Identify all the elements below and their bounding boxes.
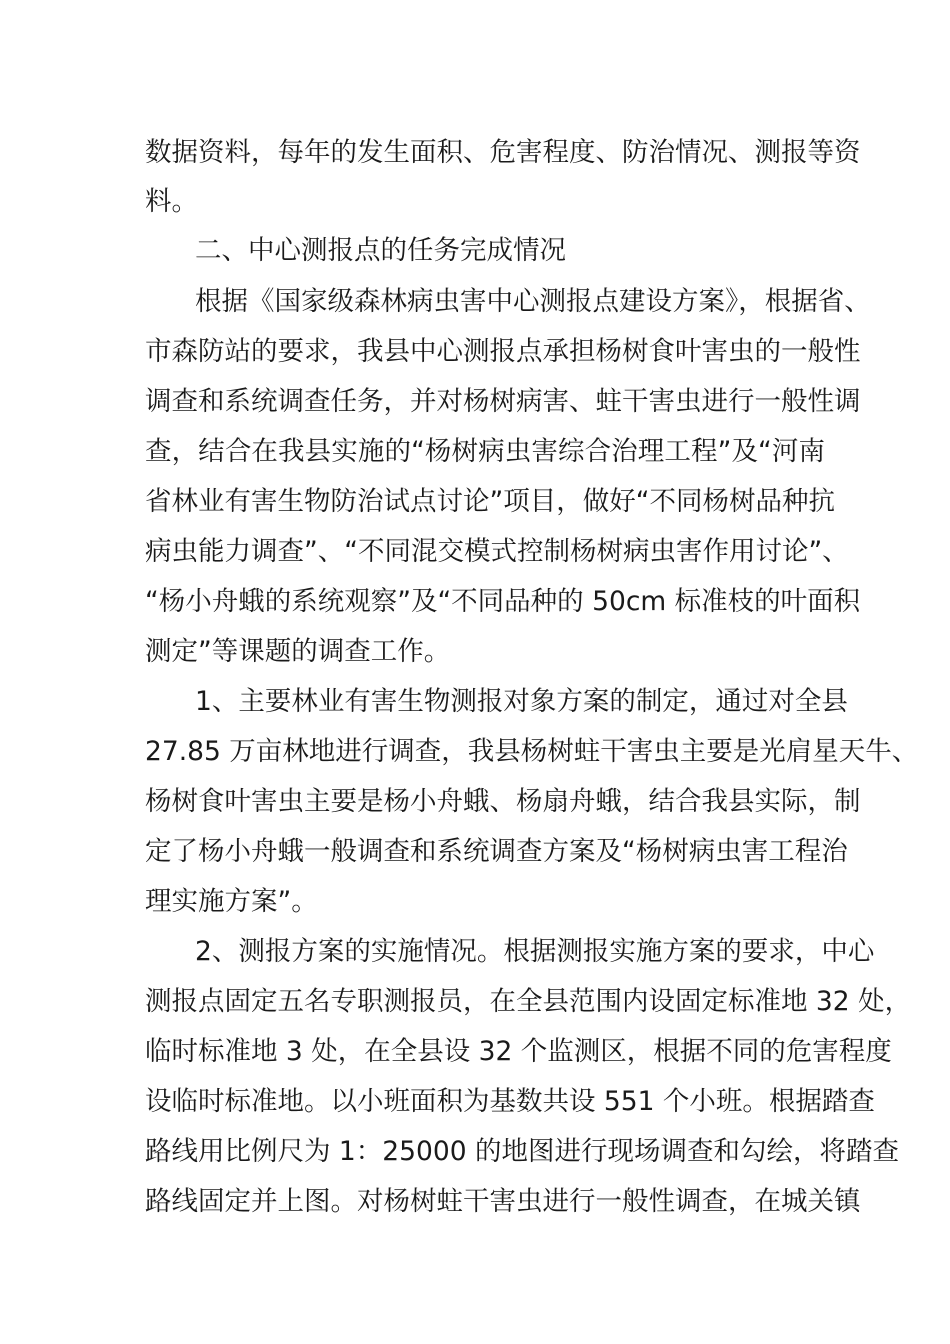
paragraph-line: 测定”等课题的调查工作。	[145, 636, 451, 667]
paragraph-line: 数据资料，每年的发生面积、危害程度、防治情况、测报等资	[145, 137, 861, 168]
paragraph-line: 路线固定并上图。对杨树蛀干害虫进行一般性调查，在城关镇	[145, 1186, 861, 1217]
paragraph-line: 杨树食叶害虫主要是杨小舟蛾、杨扇舟蛾，结合我县实际，制	[145, 786, 861, 817]
paragraph-line: 查，结合在我县实施的“杨树病虫害综合治理工程”及“河南	[145, 436, 825, 467]
paragraph-line: 市森防站的要求，我县中心测报点承担杨树食叶害虫的一般性	[145, 336, 861, 367]
paragraph-line: 理实施方案”。	[145, 886, 318, 917]
paragraph-line: 测报点固定五名专职测报员，在全县范围内设固定标准地 32 处，	[145, 986, 912, 1017]
paragraph-line: 料。	[145, 186, 198, 217]
paragraph-line: 根据《国家级森林病虫害中心测报点建设方案》，根据省、	[195, 286, 871, 317]
paragraph-line: 27.85 万亩林地进行调查，我县杨树蛀干害虫主要是光肩星天牛、	[145, 736, 919, 767]
paragraph-line: 病虫能力调查”、“不同混交模式控制杨树病虫害作用讨论”、	[145, 536, 849, 567]
paragraph-line: 路线用比例尺为 1：25000 的地图进行现场调查和勾绘，将踏查	[145, 1136, 900, 1167]
paragraph-line: 2、测报方案的实施情况。根据测报实施方案的要求，中心	[195, 936, 875, 967]
paragraph-line: 定了杨小舟蛾一般调查和系统调查方案及“杨树病虫害工程治	[145, 836, 848, 867]
paragraph-line: 设临时标准地。以小班面积为基数共设 551 个小班。根据踏查	[145, 1086, 875, 1117]
paragraph-line: “杨小舟蛾的系统观察”及“不同品种的 50cm 标准枝的叶面积	[145, 586, 861, 617]
paragraph-line: 调查和系统调查任务，并对杨树病害、蛀干害虫进行一般性调	[145, 386, 861, 417]
paragraph-line: 1、主要林业有害生物测报对象方案的制定，通过对全县	[195, 686, 848, 717]
paragraph-line: 临时标准地 3 处，在全县设 32 个监测区，根据不同的危害程度	[145, 1036, 892, 1067]
section-heading: 二、中心测报点的任务完成情况	[195, 235, 566, 266]
paragraph-line: 省林业有害生物防治试点讨论”项目，做好“不同杨树品种抗	[145, 486, 835, 517]
